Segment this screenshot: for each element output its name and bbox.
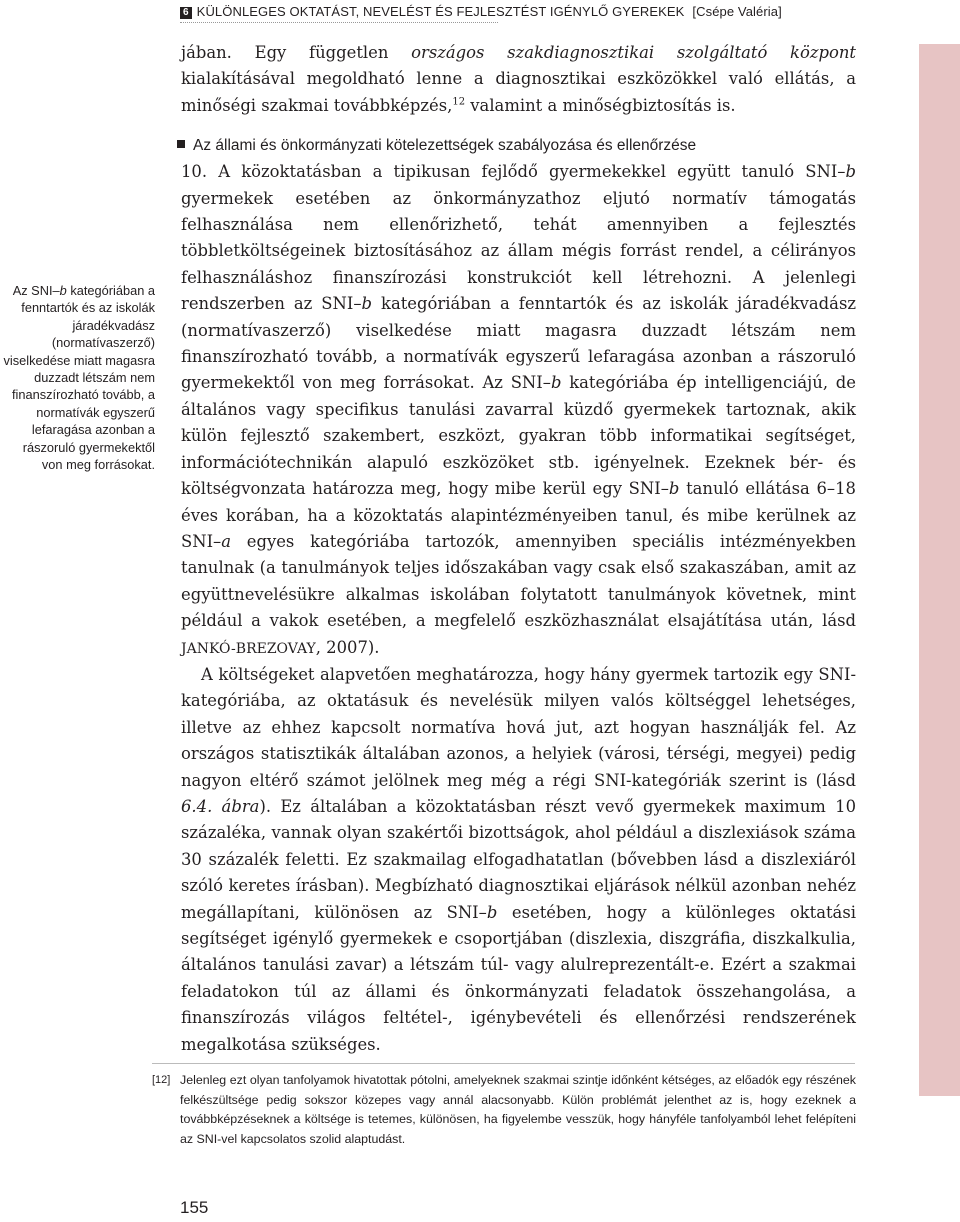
margin-sidenote: Az SNI–b kategóriában a fenntartók és az iskolák járadékvadász (normatívaszerző) viselkedése miatt magasra duzzadt létszám nem finanszírozható tovább, a normatívák egyszerű lefaragása azonban a rászoruló gyermekektől von meg forrásokat. <box>3 283 155 473</box>
chapter-color-tab <box>919 44 960 1096</box>
footnote-divider <box>152 1063 855 1064</box>
page-number: 155 <box>180 1198 209 1217</box>
chapter-author: [Csépe Valéria] <box>692 4 782 19</box>
footnote <box>152 1071 856 1150</box>
paragraph-2: A költségeket alapvetően meghatározza, hogy hány gyermek tartozik egy SNI-kategóriába, az oktatásuk és nevelésük milyen valós költséggel lehetséges, illetve az ehhez kapcsolt normatíva hová jut, azt hogyan használják fel. Az országos statisztikák általában azonos, a helyiek (városi, térségi, megyei) pedig nagyon eltérő számot jelölnek meg még a régi SNI-kategóriák szerint is (lásd 6.4. ábra). Ez általában a közoktatásban részt vevő gyermekek maximum 10 százaléka, vannak olyan szakértői bizottságok, ahol például a diszlexiások száma 30 százalék feletti. Ez szakmailag elfogadhatatlan (bővebben lásd a diszlexiáról szóló keretes írásban). Megbízható diagnosztikai eljárások nélkül azonban nehéz megállapítani, különösen az SNI–b esetében, hogy a különleges oktatási segítséget igénylő gyermekek e csoportjában (diszlexia, diszgráfia, diszkalkulia, általános tanulási zavar) a létszám túl- vagy alulreprezentált-e. Ezért a szakmai feladatokon túl az állami és önkormányzati feladatok összehangolása, a finanszírozás világos feltétel-, igénybevételi és ellenőrzési rendszerének megalkotása szükséges. <box>181 664 856 1054</box>
chapter-title: KÜLÖNLEGES OKTATÁST, NEVELÉST ÉS FEJLESZTÉST IGÉNYLŐ GYEREKEK <box>196 4 685 19</box>
intro-paragraph: jában. Egy független országos szakdiagnosztikai szolgáltató központ kialakításával megoldható lenne a diagnosztikai eszközökkel való ellátás, a minőségi szakmai továbbképzés,$^{12}$ valamint a minőségbiztosítás is. <box>181 43 856 115</box>
header-dotted-rule <box>180 22 498 23</box>
chapter-number-badge: 6 <box>180 7 192 19</box>
paragraph-1: 10. A közoktatásban a tipikusan fejlődő gyermekekkel együtt tanuló SNI–b gyermekek esetében az önkormányzathoz eljutó normatív támogatás felhasználása nem ellenőrizhető, tehát amennyiben a fejlesztés többletköltségeinek biztosításához az állam mégis forrást rendel, a célirányos felhasználáshoz finanszírozási konstrukciót kell létrehozni. A jelenlegi rendszerben az SNI–b kategóriában a fenntartók és az iskolák járadékvadász (normatívaszerző) viselkedése miatt magasra duzzadt létszám nem finanszírozható tovább, a normatívák egyszerű lefaragása azonban a rászoruló gyermekektől von meg forrásokat. Az SNI–b kategóriába ép intelligenciájú, de általános vagy specifikus tanulási zavarral küzdő gyermekek tartoznak, akik külön fejlesztő szakembert, eszközt, gyakran több informatikai segítséget, információtechnikán alapuló eszközöket stb. igényelnek. Ezeknek bér- és költségvonzata határozza meg, hogy mibe kerül egy SNI–b tanuló ellátása 6–18 éves korában, ha a közoktatás alapintézményeiben tanul, és mibe kerülnek az SNI–a egyes kategóriába tartozók, amennyiben speciális intézményekben tanulnak (a tanulmányok teljes időszakában vagy csak első szakaszában, amit az együttnevelésükre alkalmas iskolában folytatott tanulmányok követnek, mint például a vakok esetében, a megfelelő eszközhasználat elsajátítása után, lásd JANKÓ-BREZOVAY, 2007). <box>181 162 856 657</box>
running-header <box>180 4 782 19</box>
section-heading: Az állami és önkormányzati kötelezettségek szabályozása és ellenőrzése <box>181 135 856 157</box>
main-text-column <box>181 40 856 1058</box>
square-bullet-icon <box>177 140 185 148</box>
footnote-reference[interactable]: 12 <box>452 96 466 108</box>
footnote-number: [12] <box>152 1074 171 1086</box>
footnote-text: Jelenleg ezt olyan tanfolyamok hivatottak pótolni, amelyeknek szakmai szintje időnként kétséges, az előadók egy részének felkészültsége pedig sokszor közepes vagy annál alacsonyabb. Külön problémát jelenthet az is, hogy ezeknek a továbbképzéseknek a költsége is tetemes, különösen, ha figyelembe vesszük, hogy hányféle tanfolyamból lehet felépíteni az SNI-vel kapcsolatos szolid alaptudást. <box>180 1073 856 1147</box>
